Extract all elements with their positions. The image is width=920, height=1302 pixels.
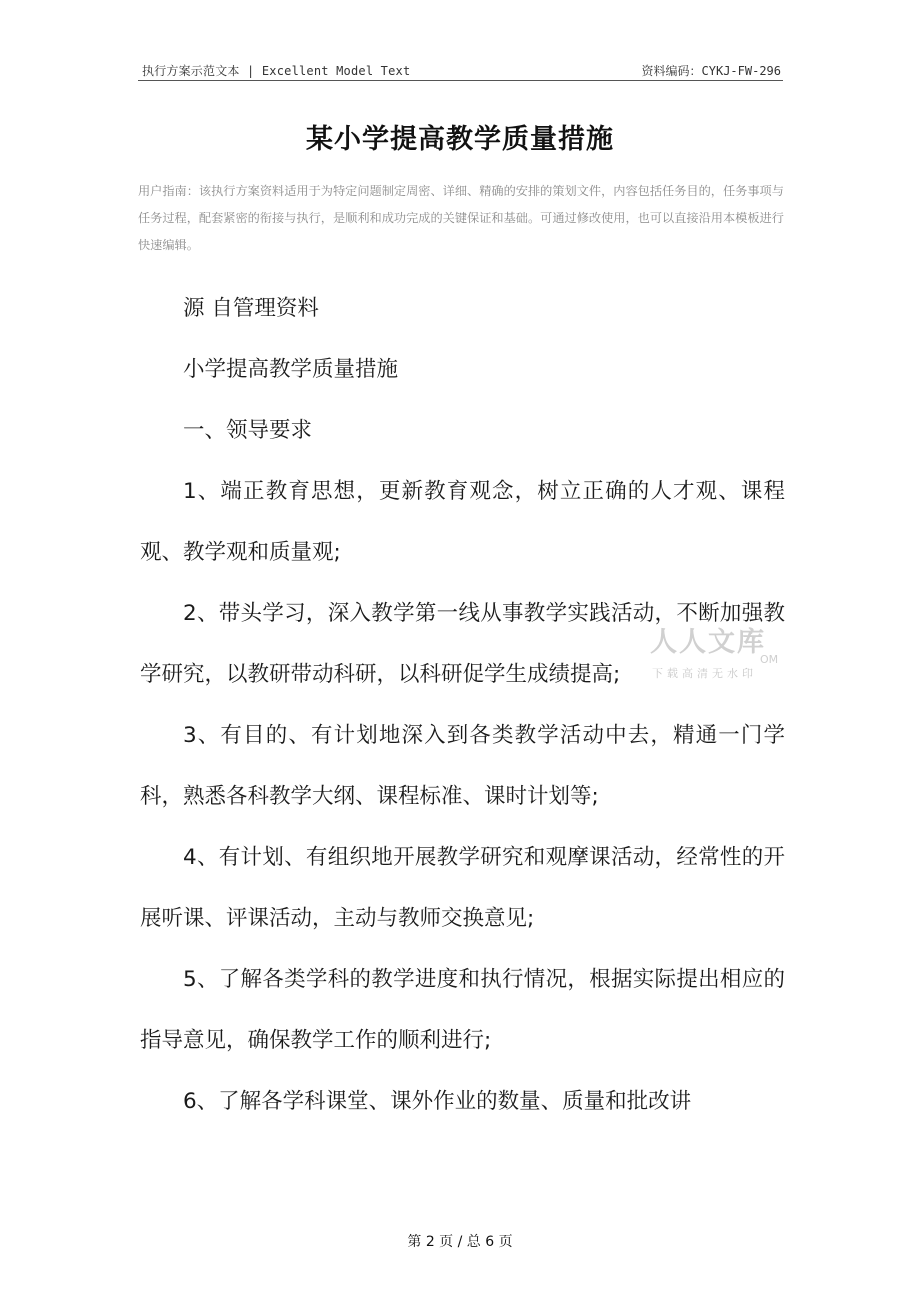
- page-title: 某小学提高教学质量措施: [306, 124, 614, 155]
- paragraph-item-5: 5、了解各类学科的教学进度和执行情况，根据实际提出相应的指导意见，确保教学工作的顺利进行;: [140, 967, 785, 1053]
- document-code: 资料编码：CYKJ-FW-296: [641, 64, 781, 78]
- paragraph-subtitle: 小学提高教学质量措施: [183, 357, 399, 382]
- header-left-text: 执行方案示范文本 | Excellent Model Text: [142, 64, 411, 78]
- paragraph-item-6: 6、了解各学科课堂、课外作业的数量、质量和批改讲: [183, 1089, 692, 1114]
- paragraph-item-2: 2、带头学习，深入教学第一线从事教学实践活动，不断加强教学研究，以教研带动科研，以科研促学生成绩提高;: [140, 601, 785, 687]
- watermark-main-text: 人人文库: [650, 627, 766, 658]
- paragraph-item-4: 4、有计划、有组织地开展教学研究和观摩课活动，经常性的开展听课、评课活动，主动与教师交换意见;: [140, 845, 785, 931]
- paragraph-item-1: 1、端正教育思想，更新教育观念，树立正确的人才观、课程观、教学观和质量观;: [140, 479, 785, 565]
- document-body: [140, 278, 785, 1132]
- paragraph-section-heading: 一、领导要求: [183, 418, 313, 443]
- header-divider: [138, 80, 783, 81]
- paragraph-item-3: 3、有目的、有计划地深入到各类教学活动中去，精通一门学科，熟悉各科教学大纲、课程标准、课时计划等;: [140, 723, 785, 809]
- page-number: 第 2 页 / 总 6 页: [407, 1234, 513, 1250]
- watermark-subtext: 下载高清无水印: [652, 667, 757, 680]
- paragraph-source: 源 自管理资料: [183, 296, 319, 321]
- user-guide: 用户指南：该执行方案资料适用于为特定问题制定周密、详细、精确的安排的策划文件，内容包括任务目的，任务事项与任务过程，配套紧密的衔接与执行，是顺利和成功完成的关键保证和基础。可通过修改使用，也可以直接沿用本模板进行快速编辑。: [138, 184, 784, 252]
- watermark-suffix: OM: [760, 653, 779, 666]
